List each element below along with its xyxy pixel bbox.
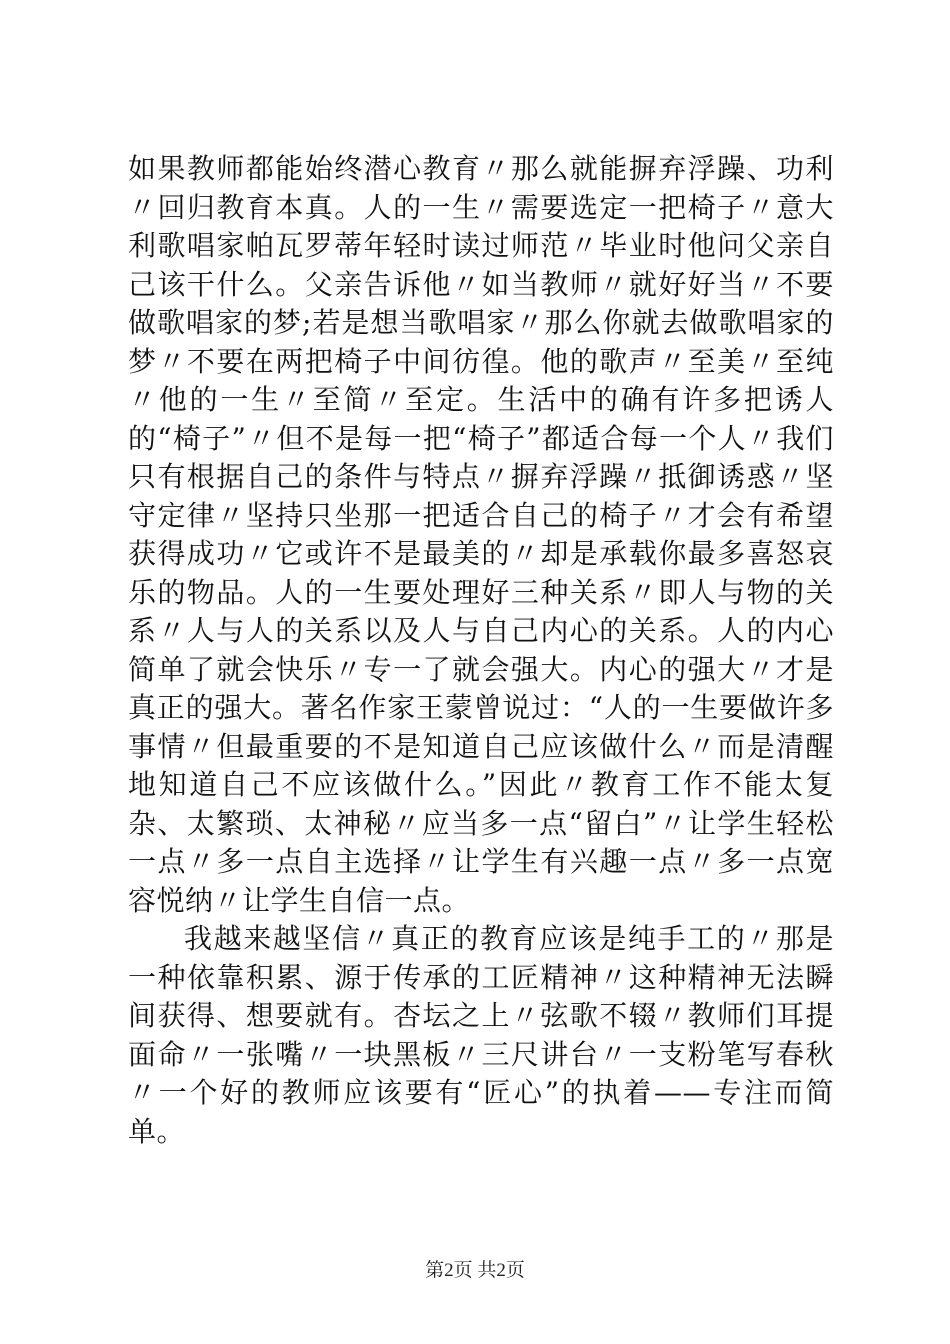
paragraph-1: 如果教师都能始终潜心教育〃那么就能摒弃浮躁、功利〃回归教育本真。人的一生〃需要选定一把椅子〃意大利歌唱家帕瓦罗蒂年轻时读过师范〃毕业时他问父亲自己该干什么。父亲告诉他〃如当教师〃就好好当〃不要做歌唱家的梦;若是想当歌唱家〃那么你就去做歌唱家的梦〃不要在两把椅子中间彷徨。他的歌声〃至美〃至纯〃他的一生〃至简〃至定。生活中的确有许多把诱人的“椅子”〃但不是每一把“椅子”都适合每一个人〃我们只有根据自己的条件与特点〃摒弃浮躁〃抵御诱惑〃坚守定律〃坚持只坐那一把适合自己的椅子〃才会有希望获得成功〃它或许不是最美的〃却是承载你最多喜怒哀乐的物品。人的一生要处理好三种关系〃即人与物的关系〃人与人的关系以及人与自己内心的关系。人的内心简单了就会快乐〃专一了就会强大。内心的强大〃才是真正的强大。著名作家王蒙曾说过：“人的一生要做许多事情〃但最重要的不是知道自己应该做什么〃而是清醒地知道自己不应该做什么。”因此〃教育工作不能太复杂、太繁琐、太神秘〃应当多一点“留白”〃让学生轻松一点〃多一点自主选择〃让学生有兴趣一点〃多一点宽容悦纳〃让学生自信一点。 [128,152,834,917]
body-text [128,150,834,1151]
page-number-label: 第2页 共2页 [425,1260,525,1281]
page-footer [0,1255,950,1282]
paragraph-2: 我越来越坚信〃真正的教育应该是纯手工的〃那是一种依靠积累、源于传承的工匠精神〃这种精神无法瞬间获得、想要就有。杏坛之上〃弦歌不辍〃教师们耳提面命〃一张嘴〃一块黑板〃三尺讲台〃一支粉笔写春秋〃一个好的教师应该要有“匠心”的执着——专注而简单。 [128,922,834,1148]
